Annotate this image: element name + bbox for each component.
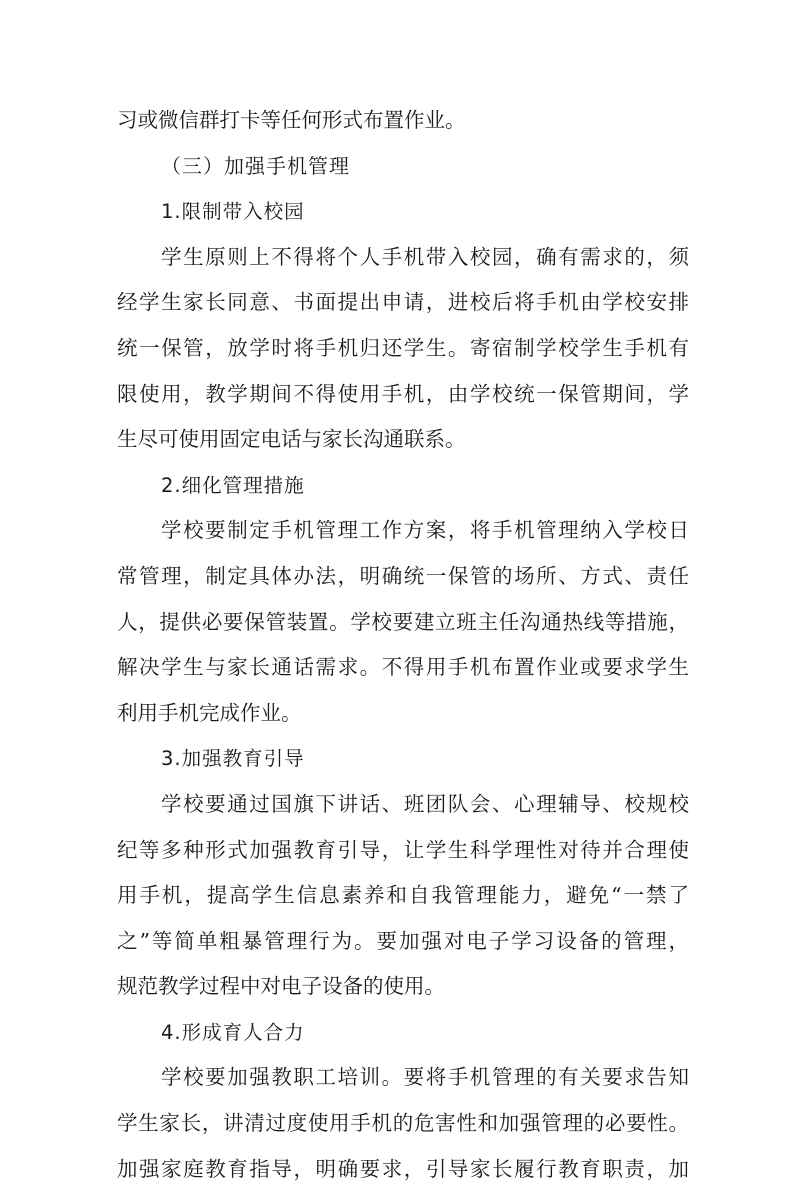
subsection-heading: 4.形成育人合力	[161, 1020, 305, 1044]
paragraph-line: 学生家长，讲清过度使用手机的危害性和加强管理的必要性。	[117, 1111, 689, 1136]
paragraph-line: 解决学生与家长通话需求。不得用手机布置作业或要求学生	[117, 655, 689, 680]
subsection-heading: 2.细化管理措施	[161, 473, 305, 497]
paragraph-line: 之”等简单粗暴管理行为。要加强对电子学习设备的管理，	[117, 928, 689, 953]
paragraph-line: 人，提供必要保管装置。学校要建立班主任沟通热线等措施，	[117, 609, 689, 634]
paragraph-line: 经学生家长同意、书面提出申请，进校后将手机由学校安排	[117, 290, 689, 315]
subsection-heading: 3.加强教育引导	[161, 747, 305, 771]
document-body	[117, 98, 689, 1192]
section-heading: （三）加强手机管理	[161, 153, 350, 178]
paragraph-line: 利用手机完成作业。	[117, 700, 302, 725]
paragraph-line: 常管理，制定具体办法，明确统一保管的场所、方式、责任	[117, 563, 689, 588]
paragraph-line: 生尽可使用固定电话与家长沟通联系。	[117, 427, 466, 452]
paragraph-line: 统一保管，放学时将手机归还学生。寄宿制学校学生手机有	[117, 335, 689, 360]
paragraph-line: 纪等多种形式加强教育引导，让学生科学理性对待并合理使	[117, 837, 689, 862]
subsection-heading: 1.限制带入校园	[161, 200, 305, 224]
paragraph-line: 规范教学过程中对电子设备的使用。	[117, 974, 445, 999]
paragraph-line: 学生原则上不得将个人手机带入校园，确有需求的，须	[161, 244, 689, 269]
paragraph-line: 习或微信群打卡等任何形式布置作业。	[117, 108, 466, 132]
paragraph-line: 加强家庭教育指导，明确要求，引导家长履行教育职责，加	[117, 1156, 689, 1181]
paragraph-line: 限使用，教学期间不得使用手机，由学校统一保管期间，学	[117, 381, 689, 406]
paragraph-line: 学校要加强教职工培训。要将手机管理的有关要求告知	[161, 1065, 689, 1090]
paragraph-line: 学校要制定手机管理工作方案，将手机管理纳入学校日	[161, 518, 689, 543]
paragraph-line: 学校要通过国旗下讲话、班团队会、心理辅导、校规校	[161, 791, 689, 816]
paragraph-line: 用手机，提高学生信息素养和自我管理能力，避免“一禁了	[117, 883, 689, 908]
